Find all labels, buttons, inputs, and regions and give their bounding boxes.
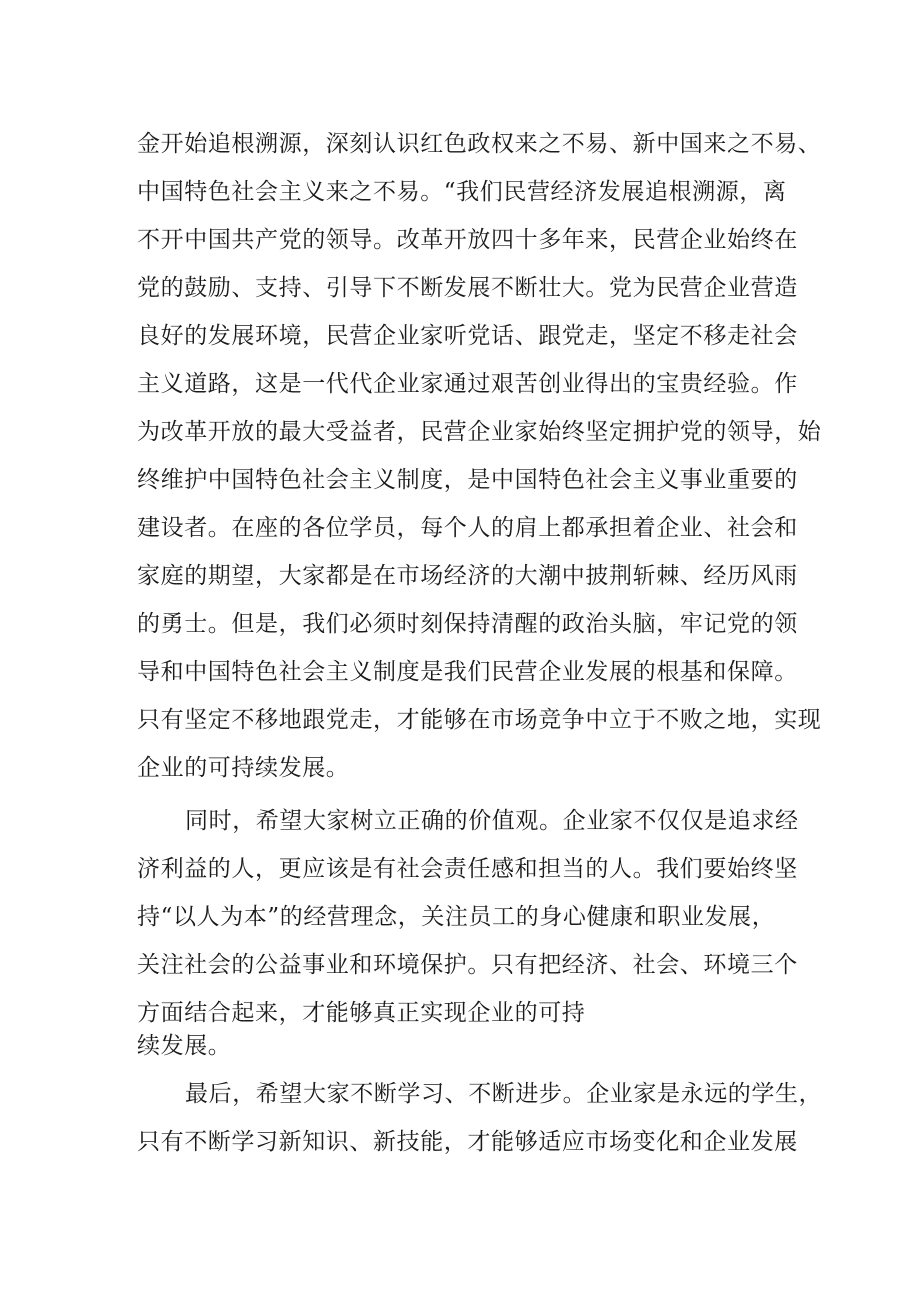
text-line: 只有不断学习新知识、新技能，才能够适应市场变化和企业发展 <box>137 1129 798 1155</box>
text-line: 持“以人为本”的经营理念，关注员工的身心健康和职业发展， <box>137 904 776 930</box>
text-line: 只有坚定不移地跟党走，才能够在市场竞争中立于不败之地，实现 <box>137 707 822 733</box>
text-line: 家庭的期望，大家都是在市场经济的大潮中披荆斩棘、经历风雨 <box>137 563 798 589</box>
text-line: 关注社会的公益事业和环境保护。只有把经济、社会、环境三个 <box>137 952 798 978</box>
text-line: 中国特色社会主义来之不易。“我们民营经济发展追根溯源，离 <box>137 179 787 205</box>
text-line: 金开始追根溯源，深刻认识红色政权来之不易、新中国来之不易、 <box>137 131 822 157</box>
text-line: 良好的发展环境，民营企业家听党话、跟党走，坚定不移走社会 <box>137 323 798 349</box>
text-line: 主义道路，这是一代代企业家通过艰苦创业得出的宝贵经验。作 <box>137 371 798 397</box>
text-line: 方面结合起来，才能够真正实现企业的可持 <box>137 1000 586 1026</box>
text-line: 为改革开放的最大受益者，民营企业家始终坚定拥护党的领导，始 <box>137 419 822 445</box>
text-line: 同时，希望大家树立正确的价值观。企业家不仅仅是追求经 <box>185 808 799 834</box>
text-line: 续发展。 <box>137 1033 232 1059</box>
text-line: 济利益的人，更应该是有社会责任感和担当的人。我们要始终坚 <box>137 856 798 882</box>
text-line: 终维护中国特色社会主义制度，是中国特色社会主义事业重要的 <box>137 467 798 493</box>
text-line: 导和中国特色社会主义制度是我们民营企业发展的根基和保障。 <box>137 659 798 685</box>
text-line: 党的鼓励、支持、引导下不断发展不断壮大。党为民营企业营造 <box>137 275 798 301</box>
text-line: 最后，希望大家不断学习、不断进步。企业家是永远的学生， <box>185 1081 823 1107</box>
text-line: 企业的可持续发展。 <box>137 755 350 781</box>
text-line: 不开中国共产党的领导。改革开放四十多年来，民营企业始终在 <box>137 227 798 253</box>
text-line: 建设者。在座的各位学员，每个人的肩上都承担着企业、社会和 <box>137 515 798 541</box>
text-line: 的勇士。但是，我们必须时刻保持清醒的政治头脑，牢记党的领 <box>137 611 798 637</box>
